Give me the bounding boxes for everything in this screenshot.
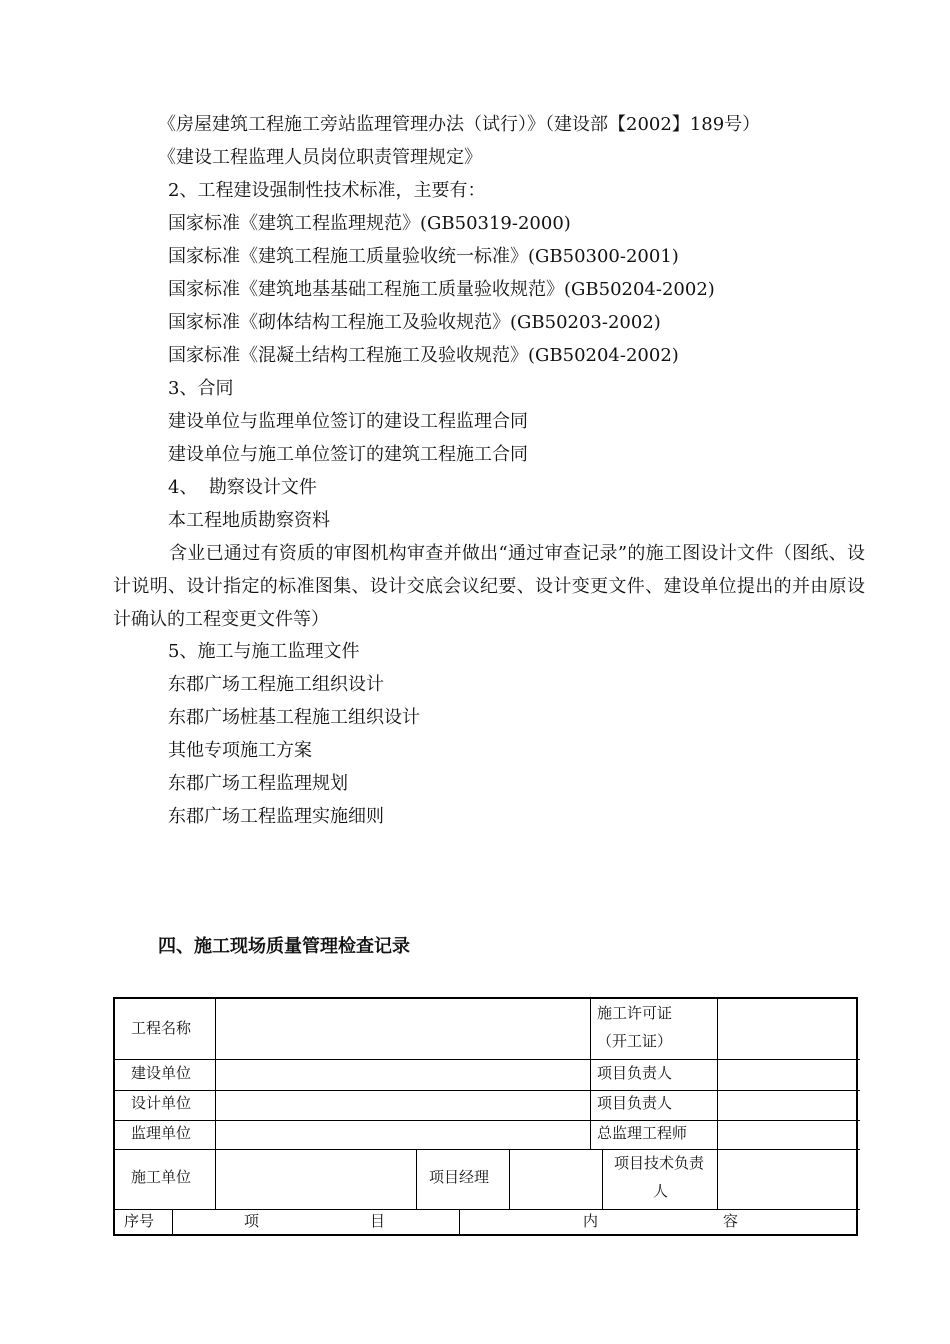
form-rule <box>459 1209 460 1236</box>
section-5-title: 5、施工与施工监理文件 <box>168 641 360 662</box>
label-content-2: 容 <box>723 1212 739 1230</box>
form-rule <box>215 999 216 1209</box>
standard-item: 国家标准《建筑工程监理规范》(GB50319-2000) <box>168 213 571 234</box>
form-rule <box>172 1209 173 1236</box>
standard-item: 国家标准《建筑工程施工质量验收统一标准》(GB50300-2001) <box>168 246 679 267</box>
standard-item: 国家标准《混凝土结构工程施工及验收规范》(GB50204-2002) <box>168 345 679 366</box>
form-rule <box>509 1149 510 1209</box>
quality-inspection-form <box>113 997 858 1236</box>
label-chief-engineer: 总监理工程师 <box>597 1124 688 1142</box>
ref-supervision-measures: 《房屋建筑工程施工旁站监理管理办法（试行）》（建设部【2002】189号） <box>158 114 761 135</box>
label-supervision-unit: 监理单位 <box>131 1124 192 1142</box>
label-permit-sub: （开工证） <box>597 1032 673 1050</box>
design-documents-paragraph: 含业已通过有资质的审图机构审查并做出“通过审查记录”的施工图设计文件（图纸、设计说明、设计指定的标准图集、设计交底会议纪要、设计变更文件、建设单位提出的并由原设计确认的工程变更文件等） <box>113 543 865 630</box>
standard-item: 国家标准《砌体结构工程施工及验收规范》(GB50203-2002) <box>168 312 661 333</box>
form-rule <box>115 1090 860 1091</box>
form-rule <box>115 1120 860 1121</box>
label-content-1: 内 <box>583 1212 599 1230</box>
construction-doc-item: 其他专项施工方案 <box>168 740 312 761</box>
label-project-name: 工程名称 <box>131 1019 192 1037</box>
construction-doc-item: 东郡广场工程监理规划 <box>168 773 348 794</box>
label-tech-lead: 项目技术负责 <box>614 1154 705 1172</box>
label-tech-lead-sub: 人 <box>653 1182 669 1200</box>
label-item-1: 项 <box>244 1212 260 1230</box>
label-project-lead: 项目负责人 <box>597 1094 673 1112</box>
form-rule <box>115 1209 860 1210</box>
contract-item: 建设单位与监理单位签订的建设工程监理合同 <box>168 411 528 432</box>
label-project-lead: 项目负责人 <box>597 1064 673 1082</box>
construction-doc-item: 东郡广场工程监理实施细则 <box>168 806 384 827</box>
form-rule <box>602 1149 603 1209</box>
form-rule <box>416 1149 417 1209</box>
label-build-unit: 建设单位 <box>131 1064 192 1082</box>
form-rule <box>590 999 591 1149</box>
form-rule <box>717 999 718 1149</box>
label-project-manager: 项目经理 <box>429 1168 490 1186</box>
ref-staff-duties: 《建设工程监理人员岗位职责管理规定》 <box>158 147 482 168</box>
label-seq: 序号 <box>124 1212 155 1230</box>
label-permit: 施工许可证 <box>597 1004 673 1022</box>
survey-item: 本工程地质勘察资料 <box>168 510 330 531</box>
form-rule <box>115 1059 860 1060</box>
section-4-title: 4、 勘察设计文件 <box>168 477 317 498</box>
contract-item: 建设单位与施工单位签订的建筑工程施工合同 <box>168 444 528 465</box>
label-construction-unit: 施工单位 <box>131 1168 192 1186</box>
form-rule <box>115 1149 860 1150</box>
form-rule <box>717 1149 718 1209</box>
construction-doc-item: 东郡广场桩基工程施工组织设计 <box>168 707 420 728</box>
label-item-2: 目 <box>370 1212 386 1230</box>
section-3-title: 3、合同 <box>168 378 234 399</box>
label-design-unit: 设计单位 <box>131 1094 192 1112</box>
construction-doc-item: 东郡广场工程施工组织设计 <box>168 674 384 695</box>
standard-item: 国家标准《建筑地基基础工程施工质量验收规范》(GB50204-2002) <box>168 279 715 300</box>
section-2-title: 2、工程建设强制性技术标准，主要有： <box>168 180 486 201</box>
section-heading: 四、施工现场质量管理检查记录 <box>158 936 410 957</box>
